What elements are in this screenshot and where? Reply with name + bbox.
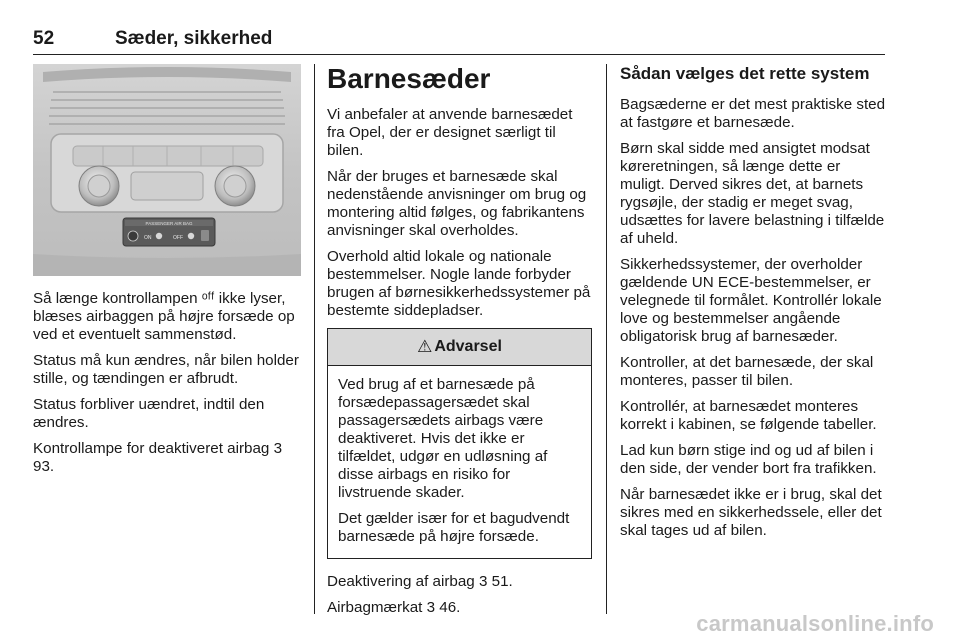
paragraph: Kontrollampe for deaktiveret airbag 3 93.: [33, 440, 283, 475]
heading-barnesaeder: Barnesæder: [327, 63, 491, 94]
panel-label: PASSENGER AIR BAG: [145, 221, 193, 226]
paragraph: Status forbliver uændret, indtil den ændres.: [33, 396, 265, 431]
paragraph: Status må kun ændres, når bilen holder stille, og tændingen er afbrudt.: [33, 352, 299, 387]
warning-triangle-icon: ⚠: [417, 337, 433, 356]
warning-body: [328, 366, 591, 558]
paragraph: Deaktivering af airbag 3 51.: [327, 573, 513, 590]
dashboard-photo: [33, 64, 301, 276]
paragraph: Kontrollér, at barnesædet monteres korrekt i kabinen, se følgende tabeller.: [620, 398, 877, 433]
paragraph: Ved brug af et barnesæde på forsædepassagersædet skal passagersædets airbags være deaktiveret. Hvis det ikke er tilfældet, udgør en udløsning af disse airbags en risiko for livstruende skader.: [338, 376, 548, 501]
column-3: [620, 64, 888, 548]
warning-header: [328, 329, 591, 366]
column-divider-1: [314, 64, 315, 614]
paragraph: Lad kun børn stige ind og ud af bilen i den side, der vender bort fra trafikken.: [620, 442, 877, 477]
paragraph: Når der bruges et barnesæde skal nedenstående anvisninger om brug og montering altid følges, og fabrikantens anvisninger skal overholdes.: [327, 168, 587, 239]
column-1: [33, 64, 301, 484]
section-title: Sæder, sikkerhed: [115, 28, 273, 49]
column-divider-2: [606, 64, 607, 614]
warning-box: [327, 328, 592, 559]
paragraph: Vi anbefaler at anvende barnesædet fra Opel, der er designet særligt til bilen.: [327, 106, 573, 159]
paragraph: Bagsæderne er det mest praktiske sted at fastgøre et barnesæde.: [620, 96, 886, 131]
page-header: [33, 24, 885, 55]
warning-title: Advarsel: [434, 338, 502, 355]
column-2: [327, 64, 592, 625]
paragraph: Det gælder især for et bagudvendt barnesæde på højre forsæde.: [338, 510, 570, 545]
paragraph: Overhold altid lokale og nationale bestemmelser. Nogle lande forbyder brugen af børnesikkerhedssystemer på bestemte siddepladser.: [327, 248, 591, 319]
watermark: carmanualsonline.info: [696, 611, 934, 636]
paragraph: Kontroller, at det barnesæde, der skal monteres, passer til bilen.: [620, 354, 874, 389]
status-on: ON: [144, 235, 152, 241]
paragraph: Så længe kontrollampen ᵒᶠᶠ ikke lyser, blæses airbaggen på højre forsæde op ved et eventuelt sammenstød.: [33, 290, 295, 343]
status-off: OFF: [173, 235, 183, 241]
heading-system: Sådan vælges det rette system: [620, 64, 870, 83]
paragraph: Når barnesædet ikke er i brug, skal det sikres med en sikkerhedssele, eller det skal tages ud af bilen.: [620, 486, 882, 539]
paragraph: Børn skal sidde med ansigtet modsat køreretningen, så længe dette er muligt. Derved sikres det, at barnets rygsøjle, der stadig er meget svag, udsættes for lavere belastning i tilfælde af uheld.: [620, 140, 885, 247]
paragraph: Airbagmærkat 3 46.: [327, 599, 461, 616]
paragraph: Sikkerhedssystemer, der overholder gældende UN ECE-bestemmelser, er velegnede til formålet. Kontrollér lokale love og bestemmelser angående obligatorisk brug af barnesæder.: [620, 256, 882, 345]
page-number: 52: [33, 28, 55, 49]
